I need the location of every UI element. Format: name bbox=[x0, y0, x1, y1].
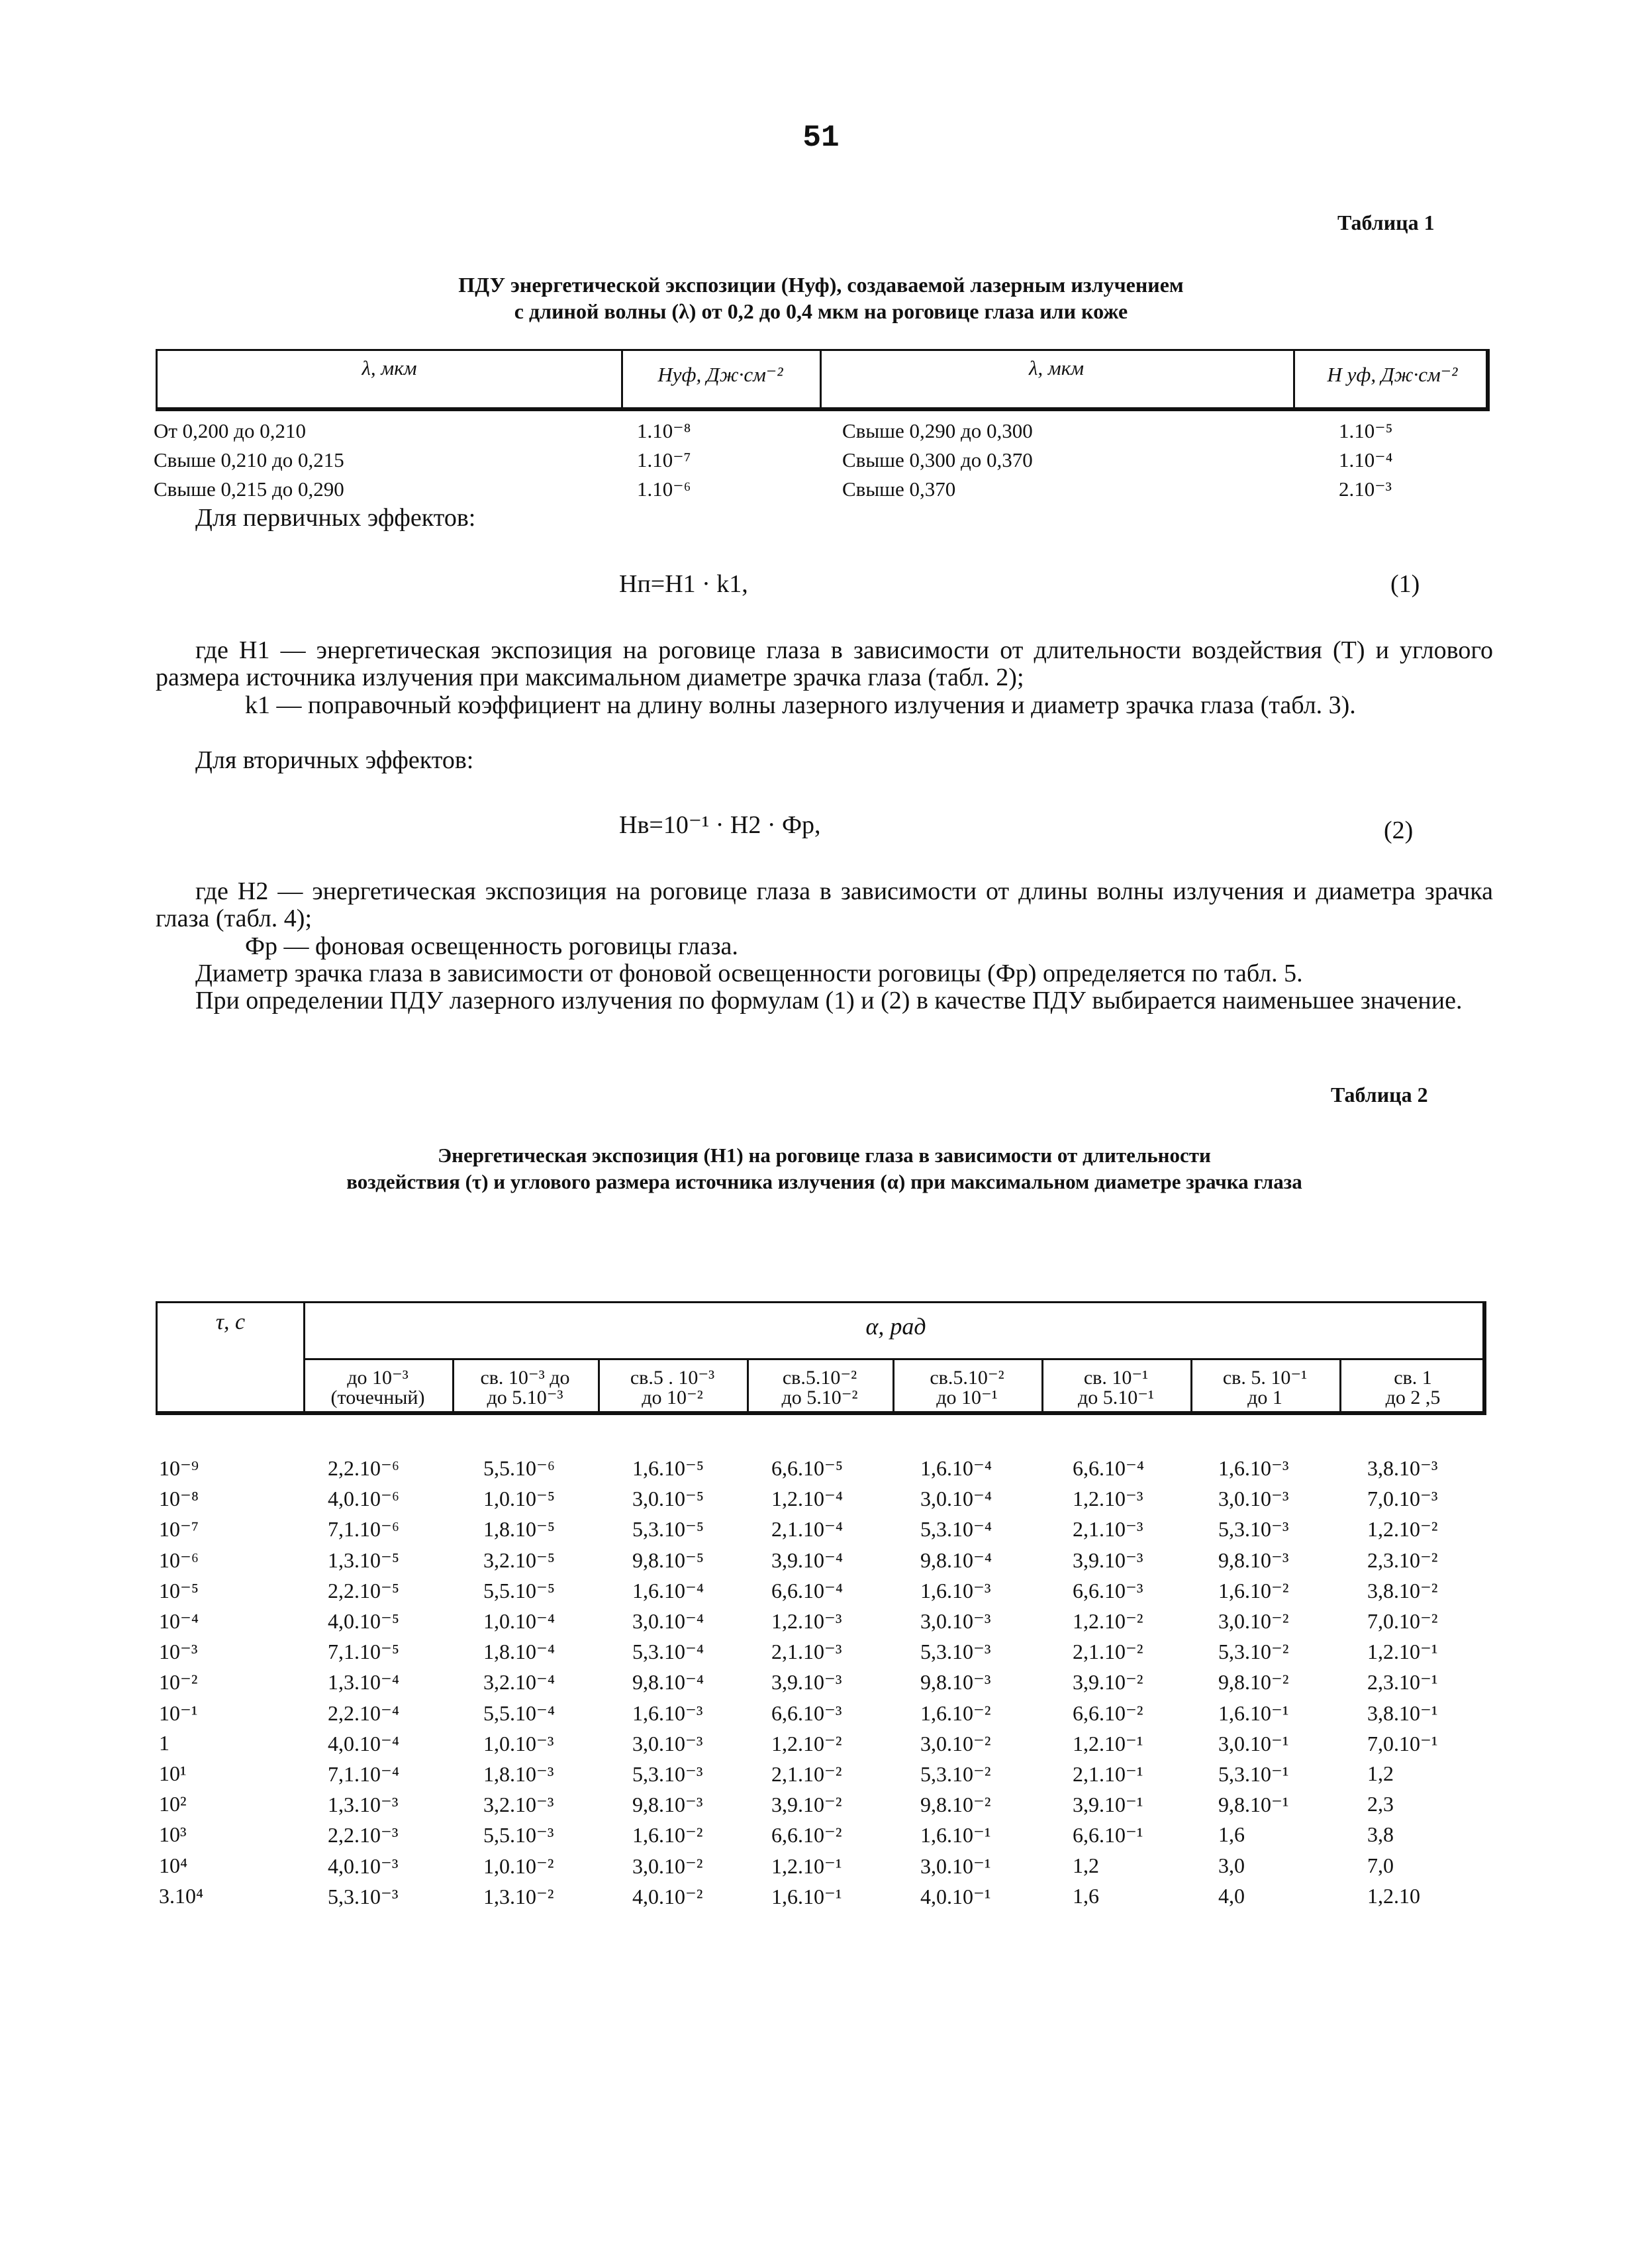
table2-value-cell: 2,3.10⁻¹ bbox=[1367, 1670, 1438, 1695]
table2-subheader bbox=[747, 1368, 893, 1408]
table2-caption-line1: Энергетическая экспозиция (Н1) на роговице глаза в зависимости от длительности bbox=[438, 1144, 1211, 1167]
table2-value-cell: 5,3.10⁻⁴ bbox=[632, 1640, 704, 1664]
table2-value-cell: 4,0.10⁻⁶ bbox=[328, 1487, 400, 1511]
table2-tau-cell: 3.10⁴ bbox=[159, 1883, 204, 1908]
table-row bbox=[159, 1822, 1503, 1853]
table2-value-cell: 6,6.10⁻⁵ bbox=[771, 1456, 844, 1480]
table2-value-cell: 1,6 bbox=[1218, 1822, 1245, 1847]
table2-value-cell: 1,6.10⁻³ bbox=[632, 1701, 703, 1725]
table2-value-cell: 7,0.10⁻¹ bbox=[1367, 1731, 1438, 1755]
table2-value-cell: 4,0.10⁻⁴ bbox=[328, 1731, 400, 1755]
table2-value-cell: 1,2.10⁻⁴ bbox=[771, 1487, 844, 1511]
table-row bbox=[154, 419, 1504, 448]
table2-value-cell: 1,2.10⁻² bbox=[1367, 1517, 1438, 1542]
table2-value-cell: 1,6.10⁻¹ bbox=[920, 1823, 991, 1848]
table2-value-cell: 1,8.10⁻⁵ bbox=[483, 1517, 555, 1542]
table2-value-cell: 1,6.10⁻⁴ bbox=[920, 1456, 992, 1480]
table2-value-cell: 9,8.10⁻⁴ bbox=[920, 1548, 992, 1572]
table2-value-cell: 2,3.10⁻² bbox=[1367, 1548, 1438, 1572]
table-row bbox=[159, 1853, 1503, 1884]
table-row bbox=[159, 1731, 1503, 1761]
paragraph: При определении ПДУ лазерного излучения по формулам (1) и (2) в качестве ПДУ выбирается наименьшее значение. bbox=[195, 987, 1463, 1014]
table1-cell: 1.10⁻⁷ bbox=[637, 448, 691, 471]
table2-value-cell: 2,2.10⁻⁵ bbox=[328, 1578, 400, 1602]
table2-header bbox=[156, 1301, 1486, 1415]
table2-value-cell: 1,2.10⁻³ bbox=[771, 1609, 842, 1633]
table2-value-cell: 5,5.10⁻⁴ bbox=[483, 1701, 555, 1725]
table2-value-cell: 6,6.10⁻² bbox=[1073, 1701, 1143, 1725]
table2-subheader-line: св.5.10⁻² bbox=[930, 1367, 1004, 1389]
table1-cell: 2.10⁻³ bbox=[1339, 477, 1392, 501]
table2-value-cell: 3,8 bbox=[1367, 1822, 1394, 1847]
table2-tau-cell: 10³ bbox=[159, 1822, 187, 1847]
table2-value-cell: 7,1.10⁻⁵ bbox=[328, 1640, 400, 1664]
table-row bbox=[154, 448, 1504, 477]
table2-value-cell: 1,3.10⁻⁴ bbox=[328, 1670, 400, 1695]
table2-value-cell: 1,2.10⁻¹ bbox=[771, 1853, 842, 1878]
table2-value-cell: 1,0.10⁻³ bbox=[483, 1731, 554, 1755]
table-row bbox=[159, 1669, 1503, 1700]
table2-value-cell: 1,6 bbox=[1073, 1883, 1099, 1908]
table2-value-cell: 3,0.10⁻³ bbox=[1218, 1487, 1289, 1511]
table2-value-cell: 5,5.10⁻⁶ bbox=[483, 1456, 555, 1480]
table2-value-cell: 1,6.10⁻² bbox=[632, 1823, 703, 1848]
table2-value-cell: 3,0.10⁻³ bbox=[632, 1731, 703, 1755]
table2-value-cell: 7,0.10⁻³ bbox=[1367, 1487, 1438, 1511]
paragraph: Фр — фоновая освещенность роговицы глаза. bbox=[245, 932, 738, 960]
table1-header-exposure: Н уф, Дж·см⁻² bbox=[1327, 363, 1458, 386]
table2-value-cell: 3,8.10⁻² bbox=[1367, 1578, 1438, 1602]
table2-value-cell: 6,6.10⁻³ bbox=[771, 1701, 842, 1725]
table2-value-cell: 2,1.10⁻² bbox=[1073, 1640, 1143, 1664]
table2-value-cell: 9,8.10⁻³ bbox=[632, 1793, 703, 1817]
table2-value-cell: 1,2 bbox=[1073, 1853, 1099, 1877]
table2-value-cell: 5,3.10⁻³ bbox=[328, 1884, 399, 1908]
table2-value-cell: 2,1.10⁻⁴ bbox=[771, 1517, 844, 1542]
table-row bbox=[159, 1608, 1503, 1639]
table2-value-cell: 9,8.10⁻³ bbox=[920, 1670, 991, 1695]
table2-value-cell: 1,0.10⁻² bbox=[483, 1853, 554, 1878]
table-row bbox=[159, 1761, 1503, 1792]
table2-value-cell: 3,2.10⁻³ bbox=[483, 1793, 554, 1817]
table2-subheader-line: до 2 ,5 bbox=[1385, 1387, 1441, 1408]
table2-value-cell: 4,0 bbox=[1218, 1883, 1245, 1908]
table1-cell: 1.10⁻⁴ bbox=[1339, 448, 1393, 471]
table2-value-cell: 1,6.10⁻⁵ bbox=[632, 1456, 704, 1480]
table-row bbox=[159, 1639, 1503, 1669]
table2-subheader-line: св.5 . 10⁻³ bbox=[630, 1367, 715, 1389]
table2-subheader bbox=[598, 1368, 747, 1408]
table2-value-cell: 3,2.10⁻⁵ bbox=[483, 1548, 555, 1572]
table2-value-cell: 5,3.10⁻² bbox=[920, 1762, 991, 1786]
table2-value-cell: 3,0 bbox=[1218, 1853, 1245, 1877]
table2-subheader-line: св. 10⁻¹ bbox=[1083, 1367, 1149, 1389]
table2-value-cell: 1,3.10⁻³ bbox=[328, 1793, 399, 1817]
table2-value-cell: 1,6.10⁻³ bbox=[1218, 1456, 1289, 1480]
table2-value-cell: 1,0.10⁻⁴ bbox=[483, 1609, 555, 1633]
table2-value-cell: 5,3.10⁻³ bbox=[920, 1640, 991, 1664]
table-row bbox=[154, 477, 1504, 507]
table2-value-cell: 9,8.10⁻² bbox=[1218, 1670, 1289, 1695]
table2-value-cell: 2,1.10⁻² bbox=[771, 1762, 842, 1786]
table2-value-cell: 3,8.10⁻³ bbox=[1367, 1456, 1438, 1480]
table2-value-cell: 5,3.10⁻³ bbox=[632, 1762, 703, 1786]
table-row bbox=[159, 1578, 1503, 1608]
table2-subheader-line: до 10⁻¹ bbox=[936, 1387, 998, 1408]
table2-value-cell: 1,6.10⁻² bbox=[1218, 1578, 1289, 1602]
table2-value-cell: 3,0.10⁻¹ bbox=[1218, 1731, 1289, 1755]
table2-value-cell: 1,6.10⁻² bbox=[920, 1701, 991, 1725]
table-row bbox=[159, 1455, 1503, 1486]
table2-tau-cell: 10¹ bbox=[159, 1761, 187, 1785]
table2-tau-cell: 10⁻² bbox=[159, 1670, 198, 1695]
table2-subheader-line: св. 10⁻³ до bbox=[480, 1367, 570, 1389]
table1-cell: Свыше 0,370 bbox=[842, 477, 956, 501]
table2-value-cell: 4,0.10⁻⁵ bbox=[328, 1609, 400, 1633]
table2-subheader bbox=[303, 1368, 452, 1408]
table2-subheader bbox=[1190, 1368, 1339, 1408]
table2-value-cell: 3,9.10⁻⁴ bbox=[771, 1548, 844, 1572]
table2-value-cell: 2,2.10⁻³ bbox=[328, 1823, 399, 1848]
table2-value-cell: 1,6.10⁻¹ bbox=[771, 1884, 842, 1908]
table2-value-cell: 7,1.10⁻⁶ bbox=[328, 1517, 400, 1542]
table2-value-cell: 7,0.10⁻² bbox=[1367, 1609, 1438, 1633]
table2-tau-cell: 10² bbox=[159, 1792, 187, 1816]
table2-subheader-line: до 5.10⁻³ bbox=[487, 1387, 563, 1408]
table2-subheader-line: до 1 bbox=[1247, 1387, 1282, 1408]
table2-subheader-line: до 10⁻³ bbox=[347, 1367, 409, 1389]
table2-subheader bbox=[1041, 1368, 1190, 1408]
table1-header bbox=[156, 349, 1490, 411]
primary-effects-heading: Для первичных эффектов: bbox=[195, 504, 476, 532]
table2-subheader-line: до 5.10⁻¹ bbox=[1077, 1387, 1155, 1408]
table2-value-cell: 3,0.10⁻² bbox=[632, 1853, 703, 1878]
table1-label: Таблица 1 bbox=[1337, 211, 1435, 234]
table2-value-cell: 3,2.10⁻⁴ bbox=[483, 1670, 555, 1695]
table2-value-cell: 1,0.10⁻⁵ bbox=[483, 1487, 555, 1511]
table1-cell: 1.10⁻⁵ bbox=[1339, 419, 1393, 442]
table2-value-cell: 3,9.10⁻³ bbox=[1073, 1548, 1143, 1572]
table2-value-cell: 2,2.10⁻⁶ bbox=[328, 1456, 400, 1480]
paragraph: k1 — поправочный коэффициент на длину волны лазерного излучения и диаметр зрачка глаза (табл. 3). bbox=[245, 691, 1356, 719]
table2-alpha-header: α, рад bbox=[865, 1313, 926, 1340]
table-row bbox=[159, 1486, 1503, 1516]
table2-value-cell: 3,9.10⁻² bbox=[1073, 1670, 1143, 1695]
formula-1-number: (1) bbox=[1390, 570, 1420, 598]
table2-caption bbox=[156, 1142, 1493, 1195]
table2-value-cell: 9,8.10⁻² bbox=[920, 1793, 991, 1817]
table2-value-cell: 1,6.10⁻⁴ bbox=[632, 1578, 704, 1602]
table2-value-cell: 1,2.10⁻¹ bbox=[1073, 1731, 1143, 1755]
table1-caption-line2: с длиной волны (λ) от 0,2 до 0,4 мкм на роговице глаза или коже bbox=[514, 299, 1128, 323]
table2-value-cell: 1,2.10 bbox=[1367, 1883, 1420, 1908]
table2-value-cell: 6,6.10⁻⁴ bbox=[1073, 1456, 1145, 1480]
table2-value-cell: 3,0.10⁻⁵ bbox=[632, 1487, 704, 1511]
table2-value-cell: 2,1.10⁻³ bbox=[1073, 1517, 1143, 1542]
table2-value-cell: 4,0.10⁻¹ bbox=[920, 1884, 991, 1908]
table2-tau-cell: 10⁻⁹ bbox=[159, 1456, 199, 1480]
table2-value-cell: 1,2.10⁻³ bbox=[1073, 1487, 1143, 1511]
table-row bbox=[159, 1701, 1503, 1731]
table-row bbox=[159, 1548, 1503, 1578]
table2-subheader-line: до 10⁻² bbox=[642, 1387, 703, 1408]
table2-subheader-line: (точечный) bbox=[330, 1387, 425, 1408]
table2-subheader bbox=[1339, 1368, 1486, 1408]
table2-value-cell: 1,3.10⁻⁵ bbox=[328, 1548, 400, 1572]
table1-cell: От 0,200 до 0,210 bbox=[154, 419, 306, 442]
table2-value-cell: 5,3.10⁻⁵ bbox=[632, 1517, 704, 1542]
table2-value-cell: 3,0.10⁻² bbox=[1218, 1609, 1289, 1633]
table2-subheader-line: св. 1 bbox=[1394, 1367, 1432, 1389]
paragraph: где Н2 — энергетическая экспозиция на роговице глаза в зависимости от длины волны излучения и диаметра зрачка глаза (табл. 4); bbox=[156, 877, 1493, 932]
table2-tau-cell: 10⁴ bbox=[159, 1853, 188, 1877]
table2-tau-cell: 10⁻⁸ bbox=[159, 1487, 199, 1511]
table1-caption bbox=[265, 271, 1377, 324]
table2-value-cell: 1,6.10⁻¹ bbox=[1218, 1701, 1289, 1725]
table2-tau-cell: 10⁻⁷ bbox=[159, 1517, 199, 1542]
table2-value-cell: 9,8.10⁻⁴ bbox=[632, 1670, 704, 1695]
table2-value-cell: 1,3.10⁻² bbox=[483, 1884, 554, 1908]
table1-cell: Свыше 0,210 до 0,215 bbox=[154, 448, 344, 471]
table2-tau-cell: 10⁻⁵ bbox=[159, 1578, 199, 1602]
table2-tau-cell: 10⁻¹ bbox=[159, 1701, 198, 1725]
table2-value-cell: 5,3.10⁻¹ bbox=[1218, 1762, 1289, 1786]
table1-header-exposure: Нуф, Дж·см⁻² bbox=[657, 363, 783, 386]
table1-header-wavelength: λ, мкм bbox=[1029, 356, 1084, 379]
paragraph: где Н1 — энергетическая экспозиция на роговице глаза в зависимости от длительности воздействия (Т) и углового размера источника излучения при максимальном диаметре зрачка глаза (табл. 2); bbox=[156, 636, 1493, 691]
table2-value-cell: 2,1.10⁻¹ bbox=[1073, 1762, 1143, 1786]
table2-value-cell: 5,3.10⁻⁴ bbox=[920, 1517, 992, 1542]
table2-value-cell: 9,8.10⁻³ bbox=[1218, 1548, 1289, 1572]
table2-value-cell: 1,8.10⁻³ bbox=[483, 1762, 554, 1786]
table2-value-cell: 3,9.10⁻² bbox=[771, 1793, 842, 1817]
table2-value-cell: 1,2.10⁻² bbox=[771, 1731, 842, 1755]
table2-value-cell: 1,8.10⁻⁴ bbox=[483, 1640, 555, 1664]
table2-value-cell: 3,0.10⁻⁴ bbox=[632, 1609, 704, 1633]
table2-value-cell: 1,2 bbox=[1367, 1761, 1394, 1785]
table2-value-cell: 3,0.10⁻³ bbox=[920, 1609, 991, 1633]
table1-header-wavelength: λ, мкм bbox=[362, 356, 417, 379]
table2-value-cell: 3,9.10⁻¹ bbox=[1073, 1793, 1143, 1817]
table2-value-cell: 3,0.10⁻² bbox=[920, 1731, 991, 1755]
table2-tau-cell: 10⁻³ bbox=[159, 1640, 198, 1664]
table2-value-cell: 1,6.10⁻³ bbox=[920, 1578, 991, 1602]
table2-tau-cell: 1 bbox=[159, 1730, 169, 1755]
table2-value-cell: 6,6.10⁻¹ bbox=[1073, 1823, 1143, 1848]
table2-subheader bbox=[893, 1368, 1041, 1408]
table2-value-cell: 5,3.10⁻² bbox=[1218, 1640, 1289, 1664]
formula-2: Нв=10⁻¹ · Н2 · Фр, bbox=[619, 811, 821, 839]
table2-value-cell: 3,9.10⁻³ bbox=[771, 1670, 842, 1695]
table1-caption-line1: ПДУ энергетической экспозиции (Нуф), создаваемой лазерным излучением bbox=[458, 273, 1184, 297]
table2-value-cell: 4,0.10⁻³ bbox=[328, 1853, 399, 1878]
table2-subheader-line: св. 5. 10⁻¹ bbox=[1222, 1367, 1308, 1389]
table2-value-cell: 7,1.10⁻⁴ bbox=[328, 1762, 400, 1786]
paragraph: Диаметр зрачка глаза в зависимости от фоновой освещенности роговицы (Фр) определяется по табл. 5. bbox=[195, 960, 1303, 987]
table2-value-cell: 3,0.10⁻¹ bbox=[920, 1853, 991, 1878]
table2-value-cell: 6,6.10⁻⁴ bbox=[771, 1578, 844, 1602]
table2-value-cell: 6,6.10⁻³ bbox=[1073, 1578, 1143, 1602]
table2-value-cell: 2,3 bbox=[1367, 1792, 1394, 1816]
table-row bbox=[159, 1792, 1503, 1822]
table2-value-cell: 9,8.10⁻¹ bbox=[1218, 1793, 1289, 1817]
table1-cell: 1.10⁻⁸ bbox=[637, 419, 691, 442]
table2-value-cell: 9,8.10⁻⁵ bbox=[632, 1548, 704, 1572]
table2-subheader-line: до 5.10⁻² bbox=[781, 1387, 858, 1408]
table2-value-cell: 2,2.10⁻⁴ bbox=[328, 1701, 400, 1725]
table2-value-cell: 5,3.10⁻³ bbox=[1218, 1517, 1289, 1542]
secondary-effects-heading: Для вторичных эффектов: bbox=[195, 746, 474, 774]
table1-cell: Свыше 0,290 до 0,300 bbox=[842, 419, 1033, 442]
table2-value-cell: 5,5.10⁻⁵ bbox=[483, 1578, 555, 1602]
table2-value-cell: 7,0 bbox=[1367, 1853, 1394, 1877]
table1-body bbox=[154, 419, 1504, 507]
table1-cell: Свыше 0,215 до 0,290 bbox=[154, 477, 344, 501]
table2-value-cell: 2,1.10⁻³ bbox=[771, 1640, 842, 1664]
table2-value-cell: 3,8.10⁻¹ bbox=[1367, 1701, 1438, 1725]
table2-tau-cell: 10⁻⁴ bbox=[159, 1609, 199, 1633]
table2-value-cell: 5,5.10⁻³ bbox=[483, 1823, 554, 1848]
table2-value-cell: 1,2.10⁻² bbox=[1073, 1609, 1143, 1633]
formula-2-number: (2) bbox=[1384, 816, 1414, 844]
table-row bbox=[159, 1884, 1503, 1914]
table2-value-cell: 4,0.10⁻² bbox=[632, 1884, 703, 1908]
table2-value-cell: 6,6.10⁻² bbox=[771, 1823, 842, 1848]
table1-cell: Свыше 0,300 до 0,370 bbox=[842, 448, 1033, 471]
table2-caption-line2: воздействия (τ) и углового размера источника излучения (α) при максимальном диаметре зрачка глаза bbox=[346, 1170, 1302, 1193]
table2-label: Таблица 2 bbox=[1331, 1083, 1428, 1107]
table1-cell: 1.10⁻⁶ bbox=[637, 477, 691, 501]
page-number: 51 bbox=[802, 121, 840, 155]
table2-value-cell: 1,2.10⁻¹ bbox=[1367, 1640, 1438, 1664]
table-row bbox=[159, 1516, 1503, 1547]
formula-1: Нп=Н1 · k1, bbox=[619, 570, 748, 598]
table2-subheader bbox=[452, 1368, 598, 1408]
table2-value-cell: 3,0.10⁻⁴ bbox=[920, 1487, 992, 1511]
table2-tau-header: τ, с bbox=[215, 1310, 246, 1334]
table2-tau-cell: 10⁻⁶ bbox=[159, 1548, 199, 1572]
table2-subheader-line: св.5.10⁻² bbox=[782, 1367, 857, 1389]
